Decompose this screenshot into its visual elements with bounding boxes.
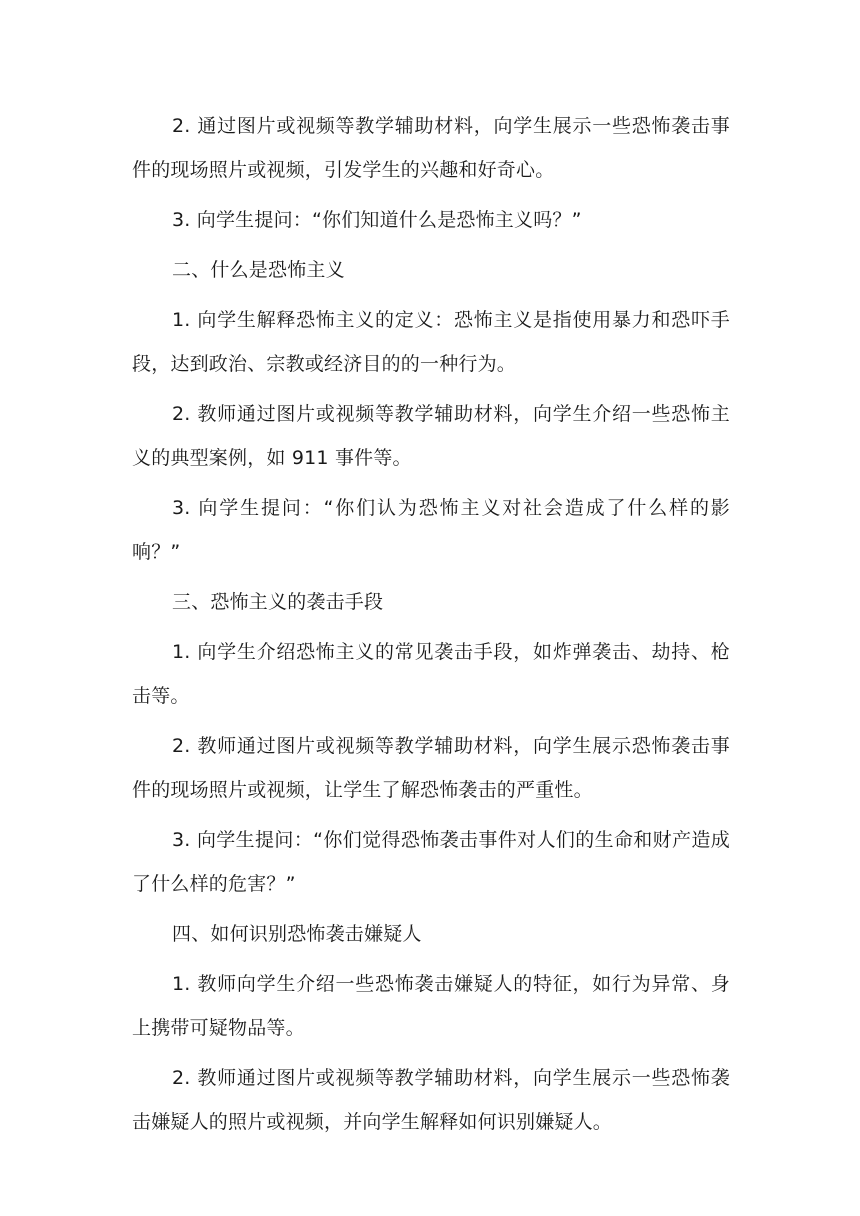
section-heading-2: 二、什么是恐怖主义: [172, 259, 345, 281]
paragraph-section4-item1: 1. 教师向学生介绍一些恐怖袭击嫌疑人的特征，如行为异常、身上携带可疑物品等。: [132, 973, 730, 1039]
paragraph-section4-item2: 2. 教师通过图片或视频等教学辅助材料，向学生展示一些恐怖袭击嫌疑人的照片或视频，并向学生解释如何识别嫌疑人。: [132, 1067, 730, 1133]
paragraph-section1-item2: 2. 通过图片或视频等教学辅助材料，向学生展示一些恐怖袭击事件的现场照片或视频，引发学生的兴趣和好奇心。: [132, 115, 730, 181]
paragraph-section1-item3: 3. 向学生提问：“你们知道什么是恐怖主义吗？”: [172, 209, 582, 231]
section-heading-3: 三、恐怖主义的袭击手段: [172, 591, 384, 613]
paragraph-section3-item2: 2. 教师通过图片或视频等教学辅助材料，向学生展示恐怖袭击事件的现场照片或视频，让学生了解恐怖袭击的严重性。: [132, 735, 730, 801]
paragraph-section2-item2: 2. 教师通过图片或视频等教学辅助材料，向学生介绍一些恐怖主义的典型案例，如 911 事件等。: [132, 403, 730, 469]
paragraph-section3-item3: 3. 向学生提问：“你们觉得恐怖袭击事件对人们的生命和财产造成了什么样的危害？”: [132, 829, 730, 895]
document-body: [132, 104, 730, 1150]
paragraph-section2-item3: 3. 向学生提问：“你们认为恐怖主义对社会造成了什么样的影响？”: [132, 497, 730, 563]
paragraph-section2-item1: 1. 向学生解释恐怖主义的定义：恐怖主义是指使用暴力和恐吓手段，达到政治、宗教或经济目的的一种行为。: [132, 309, 730, 375]
paragraph-section3-item1: 1. 向学生介绍恐怖主义的常见袭击手段，如炸弹袭击、劫持、枪击等。: [132, 641, 730, 707]
section-heading-4: 四、如何识别恐怖袭击嫌疑人: [172, 923, 422, 945]
